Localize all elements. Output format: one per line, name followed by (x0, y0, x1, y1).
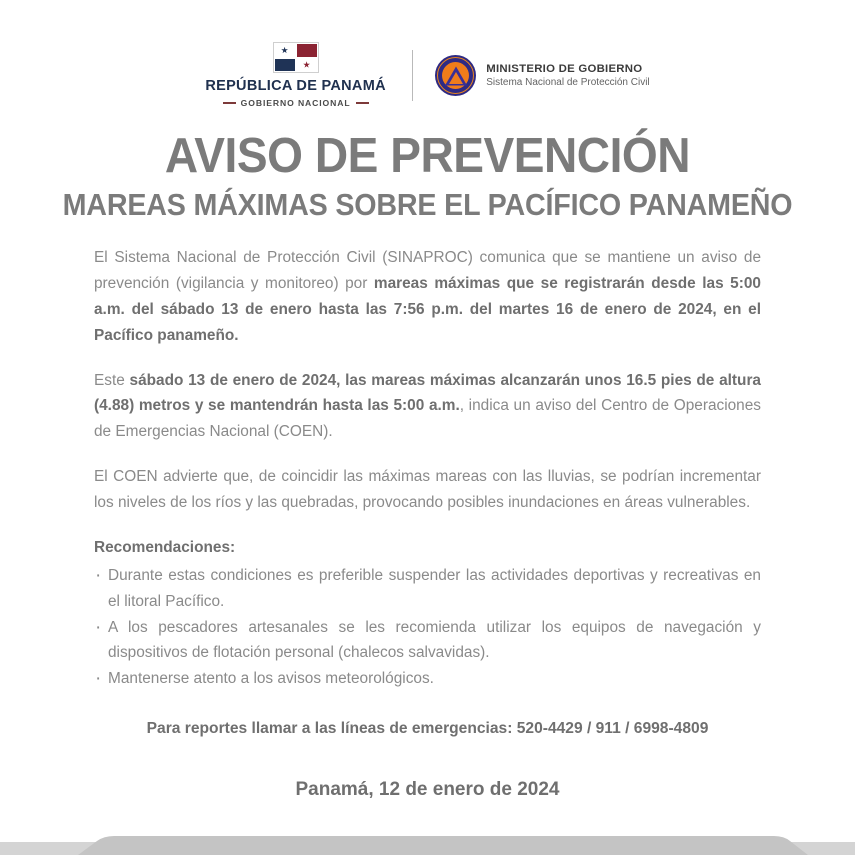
left-dash-icon (223, 102, 236, 103)
footer-trapezoid (78, 836, 808, 855)
blue-star-icon (281, 47, 288, 54)
panama-flag-icon (273, 42, 319, 73)
list-item: · A los pescadores artesanales se les recomienda utilizar los equipos de navegación y dispositivos de flotación personal (chalecos salvavidas). (94, 615, 761, 667)
flag-quadrant-bottom-right (296, 58, 318, 73)
seal-triangle-inner (449, 72, 463, 84)
government-subtitle: GOBIERNO NACIONAL (240, 97, 351, 108)
sinaproc-seal-icon (435, 55, 476, 96)
government-subtitle-row (223, 98, 369, 108)
paragraph-1 (94, 245, 761, 349)
place-and-date: Panamá, 12 de enero de 2024 (295, 779, 560, 801)
flag-quadrant-top-left (274, 43, 296, 58)
paragraph-3: El COEN advierte que, de coincidir las máximas mareas con las lluvias, se podrían incrementar los niveles de los ríos y las quebradas, provocando posibles inundaciones en áreas vulnerables. (94, 468, 761, 512)
paragraph-2-bold: sábado 13 de enero de 2024, las mareas máximas alcanzarán unos 16.5 pies de altura (4.88) metros y se mantendrán hasta las 5:00 a.m. (94, 371, 761, 415)
flag-quadrant-top-right (296, 43, 318, 58)
paragraph-1-bold: mareas máximas que se registrarán desde las 5:00 a.m. del sábado 13 de enero hasta las 7:56 p.m. del martes 16 de enero de 2024, en el Pacífico panameño. (94, 274, 761, 344)
red-star-icon (303, 61, 310, 68)
paragraph-2-tail: , indica un aviso del Centro de Operaciones de Emergencias Nacional (COEN). (94, 397, 761, 441)
page-subtitle: MAREAS MÁXIMAS SOBRE EL PACÍFICO PANAMEÑO (62, 187, 793, 222)
republic-title: REPÚBLICA DE PANAMÁ (205, 78, 386, 95)
emergency-phones-line: Para reportes llamar a las líneas de emergencias: 520-4429 / 911 / 6998-4809 (146, 720, 709, 738)
ministry-department: Sistema Nacional de Protección Civil (486, 76, 650, 88)
ministry-text (486, 63, 649, 88)
recommendations-list (94, 563, 761, 692)
ministry-logo-block (435, 55, 649, 96)
list-item: · Mantenerse atento a los avisos meteorológicos. (94, 666, 761, 692)
page-title: AVISO DE PREVENCIÓN (164, 129, 691, 183)
page-title-block (0, 129, 855, 223)
republic-of-panama-logo (205, 42, 412, 108)
paragraph-2 (94, 368, 761, 446)
recommendations-title: Recomendaciones: (94, 538, 236, 556)
flag-quadrant-bottom-left (274, 58, 296, 73)
paragraph-1-normal: El Sistema Nacional de Protección Civil (SINAPROC) comunica que se mantiene un aviso de prevención (vigilancia y monitoreo) por (94, 249, 761, 292)
right-dash-icon (356, 102, 369, 103)
institutional-header (0, 0, 855, 106)
paragraph-2-lead: Este (94, 371, 130, 389)
list-item: · Durante estas condiciones es preferible suspender las actividades deportivas y recreativas en el litoral Pacífico. (94, 563, 761, 615)
header-divider (412, 50, 413, 101)
ministry-name: MINISTERIO DE GOBIERNO (486, 62, 643, 75)
footer-decoration (0, 810, 855, 855)
notice-body (94, 245, 761, 806)
